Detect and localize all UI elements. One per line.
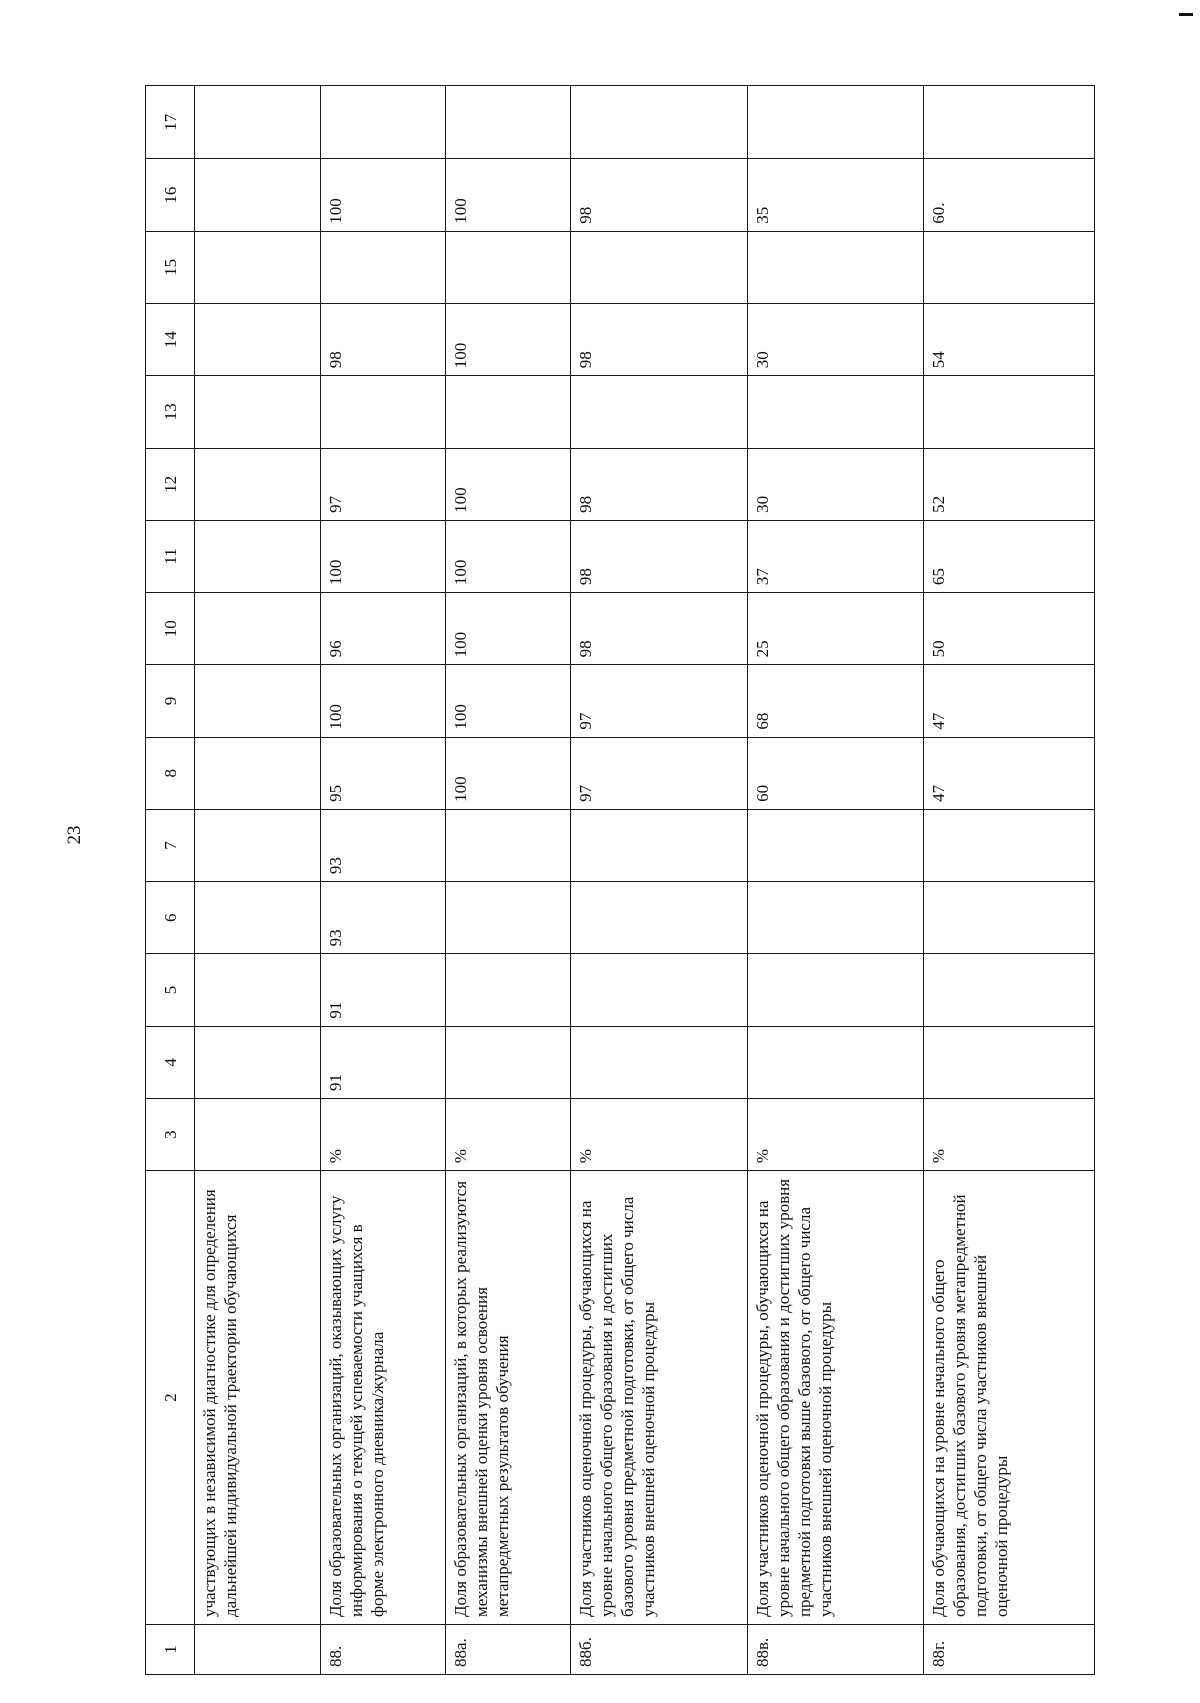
value-cell-c4	[446, 1026, 571, 1098]
value-cell-c15	[195, 231, 321, 303]
indicator-name-cell: участвующих в независимой диагностике для определения дальнейшей индивидуальной траектории обучающихся	[195, 1171, 321, 1625]
header-cell: 5	[146, 954, 195, 1026]
value-cell-c6	[571, 882, 747, 954]
value-cell-c5	[571, 954, 747, 1026]
value-cell-c10: 96	[321, 593, 446, 665]
value-cell-c17	[446, 86, 571, 159]
value-cell-c5	[924, 954, 1095, 1026]
value-cell-c13	[571, 376, 747, 448]
value-cell-c7	[571, 809, 747, 881]
indicator-name-cell: Доля образовательных организаций, оказывающих услугу информирования о текущей успеваемости учащихся в форме электронного дневника/журнала	[321, 1171, 446, 1625]
value-cell-c11: 100	[321, 520, 446, 592]
value-cell-c14: 98	[321, 304, 446, 376]
value-cell-c6	[446, 882, 571, 954]
value-cell-c12: 100	[446, 448, 571, 520]
value-cell-c15	[924, 231, 1095, 303]
value-cell-c5	[195, 954, 321, 1026]
row-number-cell: 88б.	[571, 1625, 747, 1675]
value-cell-c4	[571, 1026, 747, 1098]
value-cell-c13	[747, 376, 923, 448]
value-cell-c12	[195, 448, 321, 520]
value-cell-c7: 93	[321, 809, 446, 881]
value-cell-c8: 95	[321, 737, 446, 809]
header-cell: 9	[146, 665, 195, 737]
value-cell-c12: 98	[571, 448, 747, 520]
row-number-cell	[195, 1625, 321, 1675]
value-cell-c16: 35	[747, 159, 923, 231]
indicator-name-cell: Доля участников оценочной процедуры, обучающихся на уровне начального общего образования и достигших уровня предметной подготовки выше базового, от общего числа участников внешней оценочной процедуры	[747, 1171, 923, 1625]
unit-cell: %	[924, 1098, 1095, 1170]
header-cell: 17	[146, 86, 195, 159]
value-cell-c4	[195, 1026, 321, 1098]
value-cell-c5: 91	[321, 954, 446, 1026]
value-cell-c17	[195, 86, 321, 159]
header-cell: 15	[146, 231, 195, 303]
value-cell-c8: 47	[924, 737, 1095, 809]
value-cell-c13	[446, 376, 571, 448]
unit-cell: %	[446, 1098, 571, 1170]
header-cell: 6	[146, 882, 195, 954]
value-cell-c6	[195, 882, 321, 954]
header-cell: 11	[146, 520, 195, 592]
value-cell-c7	[446, 809, 571, 881]
table-row	[321, 86, 446, 1675]
value-cell-c17	[571, 86, 747, 159]
row-number-cell: 88а.	[446, 1625, 571, 1675]
value-cell-c8	[195, 737, 321, 809]
value-cell-c16: 98	[571, 159, 747, 231]
value-cell-c15	[446, 231, 571, 303]
table-row	[924, 86, 1095, 1675]
header-cell: 12	[146, 448, 195, 520]
value-cell-c17	[321, 86, 446, 159]
row-number-cell: 88в.	[747, 1625, 923, 1675]
value-cell-c13	[195, 376, 321, 448]
value-cell-c16: 60.	[924, 159, 1095, 231]
value-cell-c12: 30	[747, 448, 923, 520]
value-cell-c12: 97	[321, 448, 446, 520]
value-cell-c9: 100	[321, 665, 446, 737]
indicator-name-cell: Доля участников оценочной процедуры, обучающихся на уровне начального общего образования и достигших базового уровня предметной подготовки, от общего числа участников внешней оценочной процедуры	[571, 1171, 747, 1625]
edge-mark	[1179, 13, 1193, 16]
value-cell-c10: 25	[747, 593, 923, 665]
header-cell: 8	[146, 737, 195, 809]
value-cell-c14: 30	[747, 304, 923, 376]
value-cell-c6	[924, 882, 1095, 954]
value-cell-c17	[924, 86, 1095, 159]
header-cell: 2	[146, 1171, 195, 1625]
header-cell: 3	[146, 1098, 195, 1170]
value-cell-c9: 97	[571, 665, 747, 737]
value-cell-c13	[321, 376, 446, 448]
row-number-cell: 88.	[321, 1625, 446, 1675]
value-cell-c12: 52	[924, 448, 1095, 520]
value-cell-c5	[747, 954, 923, 1026]
value-cell-c15	[571, 231, 747, 303]
value-cell-c13	[924, 376, 1095, 448]
value-cell-c8: 60	[747, 737, 923, 809]
value-cell-c14: 98	[571, 304, 747, 376]
value-cell-c10	[195, 593, 321, 665]
value-cell-c5	[446, 954, 571, 1026]
indicator-table	[145, 85, 1095, 1675]
value-cell-c11: 65	[924, 520, 1095, 592]
value-cell-c6: 93	[321, 882, 446, 954]
value-cell-c10: 50	[924, 593, 1095, 665]
value-cell-c7	[747, 809, 923, 881]
rotated-table-wrapper	[145, 85, 1095, 1675]
value-cell-c7	[195, 809, 321, 881]
unit-cell: %	[747, 1098, 923, 1170]
value-cell-c8: 100	[446, 737, 571, 809]
row-number-cell: 88г.	[924, 1625, 1095, 1675]
value-cell-c16: 100	[446, 159, 571, 231]
value-cell-c14	[195, 304, 321, 376]
value-cell-c11: 100	[446, 520, 571, 592]
unit-cell: %	[321, 1098, 446, 1170]
value-cell-c9: 47	[924, 665, 1095, 737]
indicator-name-cell: Доля образовательных организаций, в которых реализуются механизмы внешней оценки уровня освоения метапредметных результатов обучения	[446, 1171, 571, 1625]
value-cell-c9: 68	[747, 665, 923, 737]
header-cell: 13	[146, 376, 195, 448]
unit-cell: %	[571, 1098, 747, 1170]
value-cell-c15	[321, 231, 446, 303]
page-number: 23	[64, 825, 85, 845]
value-cell-c8: 97	[571, 737, 747, 809]
header-cell: 4	[146, 1026, 195, 1098]
value-cell-c10: 98	[571, 593, 747, 665]
value-cell-c16: 100	[321, 159, 446, 231]
value-cell-c16	[195, 159, 321, 231]
header-cell: 7	[146, 809, 195, 881]
value-cell-c15	[747, 231, 923, 303]
value-cell-c17	[747, 86, 923, 159]
value-cell-c4: 91	[321, 1026, 446, 1098]
value-cell-c9	[195, 665, 321, 737]
unit-cell	[195, 1098, 321, 1170]
value-cell-c10: 100	[446, 593, 571, 665]
header-cell: 14	[146, 304, 195, 376]
value-cell-c4	[747, 1026, 923, 1098]
table-row	[195, 86, 321, 1675]
value-cell-c11	[195, 520, 321, 592]
value-cell-c11: 37	[747, 520, 923, 592]
value-cell-c14: 100	[446, 304, 571, 376]
table-header-row	[146, 86, 195, 1675]
table-row	[446, 86, 571, 1675]
table-row	[571, 86, 747, 1675]
table-row	[747, 86, 923, 1675]
header-cell: 10	[146, 593, 195, 665]
value-cell-c7	[924, 809, 1095, 881]
value-cell-c6	[747, 882, 923, 954]
value-cell-c4	[924, 1026, 1095, 1098]
value-cell-c14: 54	[924, 304, 1095, 376]
value-cell-c11: 98	[571, 520, 747, 592]
header-cell: 16	[146, 159, 195, 231]
value-cell-c9: 100	[446, 665, 571, 737]
indicator-name-cell: Доля обучающихся на уровне начального общего образования, достигших базового уровня метапредметной подготовки, от общего числа участников внешней оценочной процедуры	[924, 1171, 1095, 1625]
header-cell: 1	[146, 1625, 195, 1675]
